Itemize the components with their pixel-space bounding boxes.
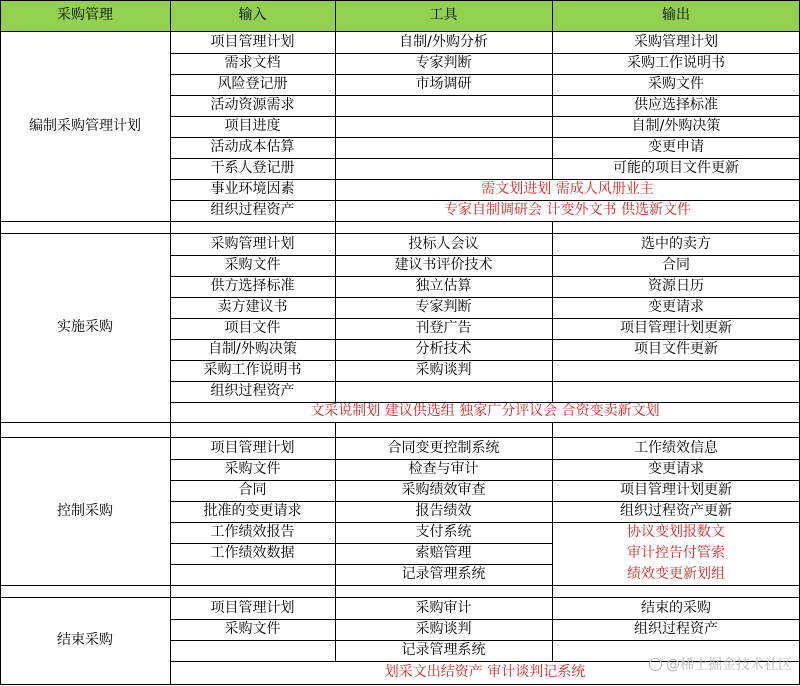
grid-line (170, 360, 800, 361)
output-cell: 项目文件更新 (634, 340, 718, 357)
input-cell: 干系人登记册 (210, 159, 295, 176)
input-cell: 采购文件 (224, 460, 281, 477)
mnemonic-note-block (552, 522, 800, 585)
grid-line (552, 234, 553, 402)
input-cell: 项目管理计划 (210, 439, 295, 456)
grid-line (335, 438, 336, 585)
input-cell: 需求文档 (224, 54, 281, 71)
grid-line (552, 0, 553, 31)
output-cell: 项目管理计划更新 (620, 319, 732, 336)
grid-line (170, 297, 800, 298)
tool-cell: 支付系统 (415, 523, 472, 540)
grid-line (170, 640, 800, 641)
grid-line (0, 437, 800, 438)
tool-cell: 投标人会议 (408, 235, 479, 252)
input-cell: 工作绩效报告 (210, 523, 295, 540)
input-cell: 事业环境因素 (210, 180, 295, 197)
section-name: 控制采购 (57, 502, 113, 519)
output-cell: 项目管理计划更新 (620, 481, 732, 498)
grid-line (170, 74, 800, 75)
mnemonic-note: 专家自制调研会 计变外文书 供选新文件 (444, 201, 691, 218)
grid-line (0, 0, 800, 1)
tool-cell: 记录管理系统 (401, 641, 486, 658)
grid-line (335, 522, 552, 523)
output-cell: 变更申请 (648, 138, 704, 155)
input-cell: 项目管理计划 (210, 599, 295, 616)
input-cell: 采购工作说明书 (203, 361, 302, 378)
mnemonic-note: 协议变划报数文 (627, 524, 725, 540)
grid-line (552, 459, 800, 460)
header-tools: 工具 (335, 0, 552, 31)
grid-line (170, 137, 800, 138)
grid-line (552, 585, 553, 597)
grid-line (0, 32, 1, 221)
tool-cell: 自制/外购分析 (399, 33, 488, 50)
output-cell: 合同 (662, 256, 690, 273)
grid-line (0, 597, 800, 598)
grid-line (335, 598, 336, 661)
input-cell: 卖方建议书 (217, 298, 288, 315)
header-outputs: 输出 (552, 0, 800, 31)
grid-line (170, 0, 171, 31)
tool-cell: 采购谈判 (415, 361, 472, 378)
grid-line (170, 381, 800, 382)
input-cell: 组织过程资产 (210, 201, 295, 218)
tool-cell: 合同变更控制系统 (387, 439, 500, 456)
tool-cell: 报告绩效 (415, 502, 472, 519)
grid-line (170, 318, 800, 319)
section-name: 结束采购 (57, 632, 113, 649)
input-cell: 项目管理计划 (210, 33, 295, 50)
grid-line (552, 422, 553, 437)
grid-line (335, 221, 336, 233)
output-cell: 变更请求 (648, 298, 704, 315)
grid-line (170, 522, 335, 523)
grid-line (170, 221, 171, 233)
mnemonic-note: 需文划进划 需成人风册业主 (481, 180, 654, 197)
grid-line (552, 501, 800, 502)
grid-line (335, 501, 552, 502)
output-cell: 变更请求 (648, 460, 704, 477)
tool-cell: 分析技术 (415, 340, 472, 357)
output-cell: 工作绩效信息 (634, 439, 718, 456)
watermark-text: @稀土掘金技术社区 (666, 657, 792, 673)
output-cell: 组织过程资产更新 (620, 502, 732, 519)
output-cell: 采购工作说明书 (627, 54, 725, 71)
input-cell: 供方选择标准 (210, 277, 295, 294)
grid-line (552, 32, 553, 179)
input-cell: 项目进度 (224, 117, 281, 134)
output-cell: 选中的卖方 (641, 235, 711, 252)
grid-line (335, 459, 552, 460)
grid-line (170, 53, 800, 54)
input-cell: 合同 (238, 481, 267, 498)
grid-line (0, 233, 800, 234)
grid-line (170, 95, 800, 96)
input-cell: 工作绩效数据 (210, 544, 295, 561)
grid-line (170, 501, 335, 502)
tool-cell: 采购绩效审查 (401, 481, 486, 498)
grid-line (170, 116, 800, 117)
tool-cell: 采购谈判 (415, 620, 472, 637)
tool-cell: 记录管理系统 (401, 565, 486, 582)
mnemonic-note: 文采说制划 建议供选组 独家广分评议会 合资变卖新文划 (310, 403, 660, 420)
grid-line (0, 598, 1, 684)
tool-cell: 建议书评价技术 (394, 256, 493, 273)
grid-line (335, 234, 336, 402)
header-inputs: 输入 (170, 0, 335, 31)
tool-cell: 独立估算 (415, 277, 472, 294)
tool-cell: 专家判断 (415, 298, 472, 315)
input-cell: 采购文件 (224, 256, 281, 273)
grid-line (170, 422, 171, 437)
grid-line (0, 234, 1, 422)
input-cell: 项目文件 (224, 319, 281, 336)
tool-cell: 刊登广告 (415, 319, 472, 336)
grid-line (552, 480, 800, 481)
output-cell: 可能的项目文件更新 (613, 159, 739, 176)
mnemonic-note: 绩效变更新划组 (627, 566, 725, 582)
output-cell: 采购管理计划 (634, 33, 718, 50)
output-cell: 结束的采购 (641, 599, 711, 616)
grid-line (170, 339, 800, 340)
grid-line (335, 585, 336, 597)
grid-line (335, 564, 552, 565)
mnemonic-note: 划采文出结资产 审计谈判记系统 (384, 663, 586, 680)
grid-line (335, 0, 336, 31)
grid-line (552, 221, 553, 233)
input-cell: 采购文件 (224, 620, 281, 637)
grid-line (552, 598, 553, 661)
grid-line (0, 438, 1, 585)
grid-line (0, 684, 800, 685)
grid-line (170, 564, 335, 565)
grid-line (335, 480, 552, 481)
output-cell: 组织过程资产 (634, 620, 718, 637)
grid-line (170, 543, 335, 544)
output-cell: 自制/外购决策 (631, 117, 721, 134)
input-cell: 批准的变更请求 (203, 502, 302, 519)
grid-line (0, 221, 800, 222)
grid-line (335, 422, 336, 437)
grid-line (170, 255, 800, 256)
grid-line (335, 543, 552, 544)
grid-line (170, 619, 800, 620)
grid-line (170, 459, 335, 460)
watermark (649, 654, 792, 674)
input-cell: 采购管理计划 (210, 235, 295, 252)
header-procurement: 采购管理 (0, 0, 170, 31)
output-cell: 采购文件 (648, 75, 704, 92)
section-name: 实施采购 (57, 319, 113, 336)
tool-cell: 采购审计 (415, 599, 472, 616)
input-cell: 活动资源需求 (210, 96, 295, 113)
grid-line (0, 0, 1, 31)
output-cell: 资源日历 (648, 277, 704, 294)
tool-cell: 检查与审计 (408, 460, 479, 477)
grid-line (0, 221, 1, 233)
grid-line (0, 585, 800, 586)
section-name: 编制采购管理计划 (29, 117, 141, 134)
grid-line (170, 480, 335, 481)
input-cell: 风险登记册 (217, 75, 288, 92)
grid-line (0, 585, 1, 597)
tool-cell: 索赔管理 (415, 544, 472, 561)
tool-cell: 专家判断 (415, 54, 472, 71)
grid-line (170, 158, 800, 159)
grid-line (0, 422, 1, 437)
grid-line (170, 585, 171, 597)
juejin-logo-icon (649, 658, 662, 671)
grid-line (170, 276, 800, 277)
grid-line (0, 422, 800, 423)
input-cell: 活动成本估算 (210, 138, 295, 155)
tool-cell: 市场调研 (415, 75, 472, 92)
input-cell: 自制/外购决策 (208, 340, 297, 357)
output-cell: 供应选择标准 (634, 96, 718, 113)
mnemonic-note: 审计控告付管索 (627, 545, 725, 561)
input-cell: 组织过程资产 (210, 382, 295, 399)
